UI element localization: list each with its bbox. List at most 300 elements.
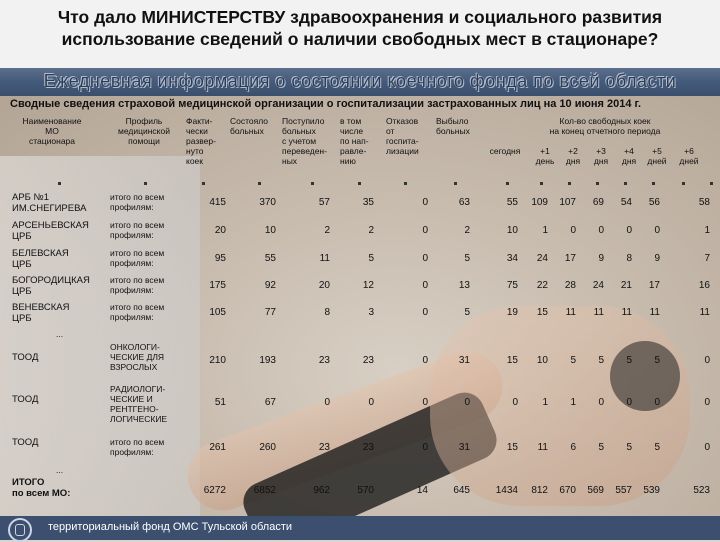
row-4-value-1-line: 77 [264, 307, 276, 318]
row-6-value-12-line: 0 [704, 397, 710, 408]
row-3-profile-line: профилям: [110, 285, 154, 295]
header-day-1-line: день [535, 156, 555, 166]
total-name [12, 477, 112, 499]
total-value-0 [186, 486, 226, 497]
column-number-9 [506, 182, 509, 185]
header-admitted-line: ных [282, 156, 298, 166]
row-5-value-6-line: 15 [506, 355, 518, 366]
header-admitted-line: переведен- [282, 146, 327, 156]
row-5-value-2 [290, 356, 330, 367]
row-7-value-7-line: 11 [537, 442, 548, 453]
row-3-value-9-line: 24 [592, 280, 604, 291]
row-7-value-4 [388, 443, 428, 454]
row-6-value-0 [186, 398, 226, 409]
header-actual-beds-line: коек [186, 156, 203, 166]
row-5-value-11-line: 5 [654, 355, 660, 366]
row-2-value-4 [388, 254, 428, 265]
row-7-name [12, 437, 102, 448]
header-profile-line: помощи [128, 136, 160, 146]
row-2-value-12-line: 7 [704, 253, 710, 264]
row-2-value-5 [430, 254, 470, 265]
header-day-2-line: +2 [568, 146, 578, 156]
header-actual-beds-line: развер- [186, 136, 216, 146]
row-5-value-12 [670, 356, 710, 367]
row-4-value-1 [236, 308, 276, 319]
row-0-name-line: ИМ.СНЕГИРЕВА [12, 203, 87, 214]
row-1-name-line: ЦРБ [12, 231, 32, 242]
total-value-5 [430, 486, 470, 497]
header-name [12, 116, 92, 146]
row-3-value-1 [236, 281, 276, 292]
row-6-profile [110, 384, 180, 424]
row-4-value-2 [290, 308, 330, 319]
row-0-value-11 [620, 198, 660, 209]
row-6-value-5-line: 0 [464, 397, 470, 408]
row-7-value-5 [430, 443, 470, 454]
row-6-value-4-line: 0 [422, 397, 428, 408]
row-2-value-5-line: 5 [464, 253, 470, 264]
row-1-value-8-line: 0 [570, 225, 576, 236]
row-3-value-12 [670, 281, 710, 292]
row-0-profile [110, 192, 180, 212]
row-7-value-4-line: 0 [422, 442, 428, 453]
row-2-name-line: ЦРБ [12, 259, 32, 270]
header-admitted [282, 116, 336, 166]
row-7-value-8-line: 6 [570, 442, 576, 453]
row-0-value-2 [290, 198, 330, 209]
row-1-value-9-line: 0 [598, 225, 604, 236]
row-3-value-0-line: 175 [209, 280, 226, 291]
row-3-value-5-line: 13 [458, 280, 470, 291]
row-5-profile-line: ВЗРОСЛЫХ [110, 362, 158, 372]
row-7-value-1-line: 260 [259, 442, 276, 453]
header-day-2 [560, 146, 586, 166]
row-3-value-11 [620, 281, 660, 292]
row-6-name-line: ТООД [12, 394, 39, 405]
row-2-value-1 [236, 254, 276, 265]
header-free-beds-line: на конец отчетного периода [549, 126, 661, 136]
total-value-1 [236, 486, 276, 497]
header-admitted-line: с учетом [282, 136, 317, 146]
row-2-value-11-line: 9 [654, 253, 660, 264]
row-6-value-1-line: 67 [264, 397, 276, 408]
header-day-4-line: дня [621, 156, 637, 166]
foms-logo-icon [8, 518, 32, 542]
row-7-value-9-line: 5 [598, 442, 604, 453]
row-0-value-0-line: 415 [209, 197, 226, 208]
row-7-name-line: ТООД [12, 437, 39, 448]
row-4-value-4 [388, 308, 428, 319]
row-7-value-5-line: 31 [458, 442, 470, 453]
row-3-profile-line: итого по всем [110, 275, 165, 285]
row-0-value-2-line: 57 [318, 197, 330, 208]
header-refusals [386, 116, 434, 156]
row-4-value-5 [430, 308, 470, 319]
row-6-value-3-line: 0 [368, 397, 374, 408]
row-1-name [12, 220, 102, 242]
row-6-profile-line: РЕНТГЕНО- [110, 404, 159, 414]
row-1-value-0-line: 20 [214, 225, 226, 236]
header-consisted [230, 116, 280, 136]
title-line-1: Что дало МИНИСТЕРСТВУ здравоохранения и социального развития [57, 7, 663, 27]
row-2-value-2 [290, 254, 330, 265]
header-including [340, 116, 380, 166]
row-0-value-12-line: 58 [698, 197, 710, 208]
row-3-value-4-line: 0 [422, 280, 428, 291]
header-refusals-line: Отказов [386, 116, 419, 126]
row-5-value-8-line: 5 [570, 355, 576, 366]
row-4-name [12, 302, 102, 324]
row-0-value-1 [236, 198, 276, 209]
row-0-value-4-line: 0 [422, 197, 428, 208]
header-including-line: по нап- [340, 136, 369, 146]
total-value-12 [670, 486, 710, 497]
row-1-name-line: АРСЕНЬЕВСКАЯ [12, 220, 89, 231]
total-value-11-line: 539 [643, 485, 660, 496]
row-7-value-12 [670, 443, 710, 454]
header-day-6-line: дней [679, 156, 699, 166]
row-0-value-0 [186, 198, 226, 209]
row-1-value-2-line: 2 [324, 225, 330, 236]
row-0-value-9-line: 69 [592, 197, 604, 208]
column-number-2 [144, 182, 147, 185]
row-4-value-3-line: 3 [368, 307, 374, 318]
header-free-beds-line: Кол-во свободных коек [559, 116, 651, 126]
row-3-value-3-line: 12 [362, 280, 374, 291]
row-2-profile-line: профилям: [110, 258, 154, 268]
row-1-value-4-line: 0 [422, 225, 428, 236]
row-0-value-6-line: 55 [506, 197, 518, 208]
row-5-profile [110, 342, 180, 372]
row-3-value-2 [290, 281, 330, 292]
row-5-value-12-line: 0 [704, 355, 710, 366]
row-6-value-6-line: 0 [512, 397, 518, 408]
column-number-8 [454, 182, 457, 185]
row-5-value-1 [236, 356, 276, 367]
column-number-10 [540, 182, 543, 185]
row-6-value-11-line: 0 [654, 397, 660, 408]
banner-text: Ежедневная информация о состоянии коечного фонда по всей области [43, 71, 677, 91]
row-6-value-0-line: 51 [214, 397, 226, 408]
column-number-11 [568, 182, 571, 185]
row-1-profile [110, 220, 180, 240]
header-profile-line: медицинской [118, 126, 170, 136]
row-3-value-10-line: 21 [620, 280, 632, 291]
total-value-8-line: 670 [559, 485, 576, 496]
row-0-value-7-line: 109 [531, 197, 548, 208]
row-4-value-4-line: 0 [422, 307, 428, 318]
row-0-name-line: АРБ №1 [12, 192, 50, 203]
title-line-2: использование сведений о наличии свободных мест в стационаре? [61, 29, 659, 49]
row-5-profile-line: ОНКОЛОГИ- [110, 342, 160, 352]
header-refusals-line: от [386, 126, 395, 136]
row-2-value-1-line: 55 [264, 253, 276, 264]
row-3-value-5 [430, 281, 470, 292]
row-4-profile-line: профилям: [110, 312, 154, 322]
header-actual-beds [186, 116, 222, 166]
header-actual-beds-line: нуто [186, 146, 204, 156]
row-1-value-3-line: 2 [368, 225, 374, 236]
row-5-value-11 [620, 356, 660, 367]
table-subtitle: Сводные сведения страховой медицинской организации о госпитализации застрахованных лиц на 10 июня 2014 г. [10, 98, 642, 110]
row-4-value-5-line: 5 [464, 307, 470, 318]
row-6-value-11 [620, 398, 660, 409]
row-1-profile-line: итого по всем [110, 220, 165, 230]
header-including-line: нию [340, 156, 356, 166]
row-1-value-12-line: 1 [704, 225, 710, 236]
header-day-6-line: +6 [684, 146, 694, 156]
total-name-line: ИТОГО [12, 477, 45, 488]
row-5-profile-line: ЧЕСКИЕ ДЛЯ [110, 352, 165, 362]
column-number-15 [682, 182, 685, 185]
row-3-value-3 [334, 281, 374, 292]
row-6-profile-line: ЛОГИЧЕСКИЕ [110, 414, 168, 424]
row-4-value-11 [620, 308, 660, 319]
column-number-7 [404, 182, 407, 185]
row-5-value-3 [334, 356, 374, 367]
row-2-value-9-line: 9 [598, 253, 604, 264]
row-2-value-4-line: 0 [422, 253, 428, 264]
header-name-line: Наименование [22, 116, 82, 126]
row-5-value-4 [388, 356, 428, 367]
row-1-value-5 [430, 226, 470, 237]
header-day-3-line: дня [593, 156, 609, 166]
column-number-12 [596, 182, 599, 185]
row-2-value-0-line: 95 [214, 253, 226, 264]
column-number-4 [258, 182, 261, 185]
row-1-value-1-line: 10 [264, 225, 276, 236]
ellipsis-1 [56, 329, 76, 339]
row-0-value-12 [670, 198, 710, 209]
row-6-name [12, 394, 102, 405]
row-6-profile-line: РАДИОЛОГИ- [110, 384, 166, 394]
row-3-profile [110, 275, 180, 295]
header-day-6 [676, 146, 702, 166]
row-4-name-line: ВЕНЕВСКАЯ [12, 302, 70, 313]
total-value-6-line: 1434 [495, 485, 518, 496]
row-1-value-2 [290, 226, 330, 237]
row-7-value-3 [334, 443, 374, 454]
header-discharged-line: Выбыло [436, 116, 469, 126]
header-including-line: в том [340, 116, 362, 126]
header-day-4-line: +4 [624, 146, 634, 156]
row-3-name-line: БОГОРОДИЦКАЯ [12, 275, 90, 286]
row-4-value-9-line: 11 [593, 307, 604, 318]
column-number-3 [202, 182, 205, 185]
row-1-value-6-line: 10 [506, 225, 518, 236]
row-4-value-11-line: 11 [649, 307, 660, 318]
row-5-value-10-line: 5 [626, 355, 632, 366]
header-actual-beds-line: чески [186, 126, 208, 136]
row-4-name-line: ЦРБ [12, 313, 32, 324]
row-6-value-5 [430, 398, 470, 409]
header-free-beds [500, 116, 710, 136]
row-1-value-1 [236, 226, 276, 237]
total-value-2 [290, 486, 330, 497]
header-day-5-line: дней [647, 156, 667, 166]
row-0-value-5-line: 63 [458, 197, 470, 208]
row-7-value-0-line: 261 [209, 442, 226, 453]
footer-text: территориальный фонд ОМС Тульской области [48, 521, 292, 533]
row-3-value-0 [186, 281, 226, 292]
header-actual-beds-line: Факти- [186, 116, 213, 126]
row-6-value-8-line: 1 [570, 397, 576, 408]
row-7-profile-line: профилям: [110, 447, 154, 457]
row-7-profile-line: итого по всем [110, 437, 165, 447]
total-value-3 [334, 486, 374, 497]
header-consisted-line: Состояло [230, 116, 269, 126]
total-value-1-line: 6852 [253, 485, 276, 496]
row-2-name [12, 248, 102, 270]
row-5-value-0 [186, 356, 226, 367]
row-0-value-1-line: 370 [259, 197, 276, 208]
row-2-value-2-line: 11 [319, 253, 330, 264]
row-7-value-12-line: 0 [704, 442, 710, 453]
header-name-line: МО [45, 126, 59, 136]
row-2-value-7-line: 24 [536, 253, 548, 264]
row-7-value-1 [236, 443, 276, 454]
row-6-value-12 [670, 398, 710, 409]
row-2-value-12 [670, 254, 710, 265]
row-1-value-3 [334, 226, 374, 237]
row-3-value-6-line: 75 [506, 280, 518, 291]
row-4-profile [110, 302, 180, 322]
row-2-value-3 [334, 254, 374, 265]
row-3-value-4 [388, 281, 428, 292]
row-4-value-0 [186, 308, 226, 319]
row-7-value-2-line: 23 [318, 442, 330, 453]
row-6-value-10-line: 0 [626, 397, 632, 408]
header-including-line: числе [340, 126, 364, 136]
header-admitted-line: Поступило [282, 116, 325, 126]
row-4-value-10-line: 11 [621, 307, 632, 318]
row-1-value-7-line: 1 [542, 225, 548, 236]
row-0-value-10-line: 54 [620, 197, 632, 208]
row-5-value-2-line: 23 [318, 355, 330, 366]
row-7-value-6-line: 15 [506, 442, 518, 453]
row-4-value-6-line: 19 [506, 307, 518, 318]
total-value-5-line: 645 [453, 485, 470, 496]
row-4-value-8-line: 11 [565, 307, 576, 318]
ellipsis-1-line: ... [56, 329, 64, 339]
row-1-value-11-line: 0 [654, 225, 660, 236]
row-1-value-10-line: 0 [626, 225, 632, 236]
row-7-value-11-line: 5 [654, 442, 660, 453]
row-1-value-11 [620, 226, 660, 237]
row-5-value-7-line: 10 [536, 355, 548, 366]
row-2-value-11 [620, 254, 660, 265]
total-value-4-line: 14 [416, 485, 428, 496]
row-7-value-0 [186, 443, 226, 454]
row-1-value-4 [388, 226, 428, 237]
row-5-value-3-line: 23 [362, 355, 374, 366]
column-number-1 [58, 182, 61, 185]
row-3-value-8-line: 28 [564, 280, 576, 291]
row-2-profile [110, 248, 180, 268]
row-2-profile-line: итого по всем [110, 248, 165, 258]
row-6-value-3 [334, 398, 374, 409]
row-4-profile-line: итого по всем [110, 302, 165, 312]
row-0-name [12, 192, 102, 214]
ellipsis-2-line: ... [56, 465, 64, 475]
row-4-value-2-line: 8 [324, 307, 330, 318]
header-day-3 [588, 146, 614, 166]
row-5-value-5-line: 31 [458, 355, 470, 366]
row-7-value-2 [290, 443, 330, 454]
total-name-line: по всем МО: [12, 488, 71, 499]
header-day-2-line: дня [565, 156, 581, 166]
row-4-value-0-line: 105 [209, 307, 226, 318]
row-5-name [12, 352, 102, 363]
ellipsis-2 [56, 465, 76, 475]
header-day-4 [616, 146, 642, 166]
row-5-value-0-line: 210 [209, 355, 226, 366]
row-5-value-9-line: 5 [598, 355, 604, 366]
header-day-1-line: +1 [540, 146, 550, 156]
total-value-11 [620, 486, 660, 497]
header-name-line: стационара [29, 136, 75, 146]
header-day-0 [482, 146, 528, 156]
row-1-value-12 [670, 226, 710, 237]
header-day-3-line: +3 [596, 146, 606, 156]
row-1-value-0 [186, 226, 226, 237]
row-0-value-4 [388, 198, 428, 209]
row-4-value-7-line: 15 [536, 307, 548, 318]
row-3-value-1-line: 92 [264, 280, 276, 291]
row-5-value-1-line: 193 [259, 355, 276, 366]
row-7-profile [110, 437, 180, 457]
row-6-value-4 [388, 398, 428, 409]
total-value-10-line: 557 [615, 485, 632, 496]
column-number-6 [358, 182, 361, 185]
row-4-value-12 [670, 308, 710, 319]
row-0-profile-line: профилям: [110, 202, 154, 212]
header-refusals-line: лизации [386, 146, 419, 156]
row-6-value-2-line: 0 [324, 397, 330, 408]
row-7-value-10-line: 5 [626, 442, 632, 453]
row-2-value-10-line: 8 [626, 253, 632, 264]
total-value-4 [388, 486, 428, 497]
row-3-value-2-line: 20 [318, 280, 330, 291]
header-day-5-line: +5 [652, 146, 662, 156]
row-6-value-9-line: 0 [598, 397, 604, 408]
row-2-value-0 [186, 254, 226, 265]
column-number-16 [710, 182, 713, 185]
row-0-value-8-line: 107 [559, 197, 576, 208]
row-6-value-1 [236, 398, 276, 409]
total-value-0-line: 6272 [203, 485, 226, 496]
row-1-profile-line: профилям: [110, 230, 154, 240]
row-6-profile-line: ЧЕСКИЕ И [110, 394, 153, 404]
row-4-value-12-line: 11 [699, 307, 710, 318]
row-7-value-11 [620, 443, 660, 454]
row-6-value-2 [290, 398, 330, 409]
total-value-9-line: 569 [587, 485, 604, 496]
total-value-2-line: 962 [313, 485, 330, 496]
header-day-5 [644, 146, 670, 166]
total-value-3-line: 570 [357, 485, 374, 496]
header-discharged [436, 116, 484, 136]
row-3-value-12-line: 16 [698, 280, 710, 291]
row-5-value-4-line: 0 [422, 355, 428, 366]
header-admitted-line: больных [282, 126, 316, 136]
header-discharged-line: больных [436, 126, 470, 136]
row-2-value-6-line: 34 [506, 253, 518, 264]
row-7-value-3-line: 23 [362, 442, 374, 453]
row-0-profile-line: итого по всем [110, 192, 165, 202]
row-4-value-3 [334, 308, 374, 319]
header-refusals-line: госпита- [386, 136, 419, 146]
